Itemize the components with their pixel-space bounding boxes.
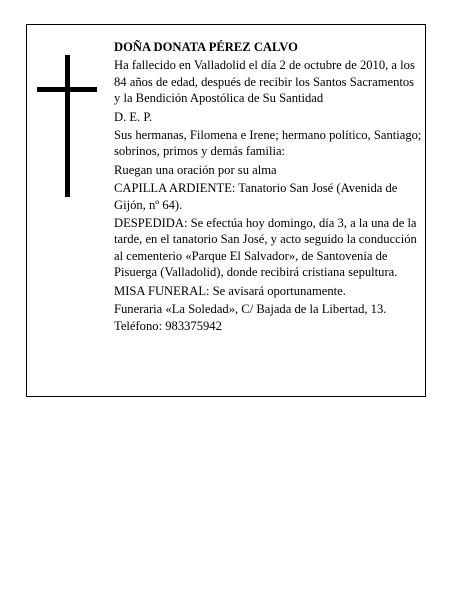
funeral-mass-info: MISA FUNERAL: Se avisará oportunamente.	[114, 283, 346, 298]
rip-line: D. E. P.	[114, 109, 153, 124]
family-list: Sus hermanas, Filomena e Irene; hermano político, Santiago; sobrinos, primos y demás familia:	[114, 128, 422, 159]
funeral-home-info: Funeraria «La Soledad», C/ Bajada de la Libertad, 13. Teléfono: 983375942	[114, 302, 387, 333]
deceased-name: DOÑA DONATA PÉREZ CALVO	[114, 40, 298, 54]
death-announcement: Ha fallecido en Valladolid el día 2 de octubre de 2010, a los 84 años de edad, después de recibir los Santos Sacramentos y la Bendición Apostólica de Su Santidad	[114, 58, 415, 106]
farewell-info: DESPEDIDA: Se efectúa hoy domingo, día 3, a la una de la tarde, en el tanatorio San José, y acto seguido la conducción al cementerio «Parque El Salvador», de Santovenia de Pisuerga (Valladolid), donde recibirá cristiana sepultura.	[114, 216, 417, 280]
cross-icon	[37, 55, 97, 197]
obituary-text	[114, 39, 422, 336]
chapel-info: CAPILLA ARDIENTE: Tanatorio San José (Avenida de Gijón, nº 64).	[114, 181, 398, 212]
obituary-notice	[26, 24, 426, 397]
cross-vertical-bar	[65, 55, 70, 197]
prayer-request: Ruegan una oración por su alma	[114, 162, 277, 177]
cross-horizontal-bar	[37, 87, 97, 92]
